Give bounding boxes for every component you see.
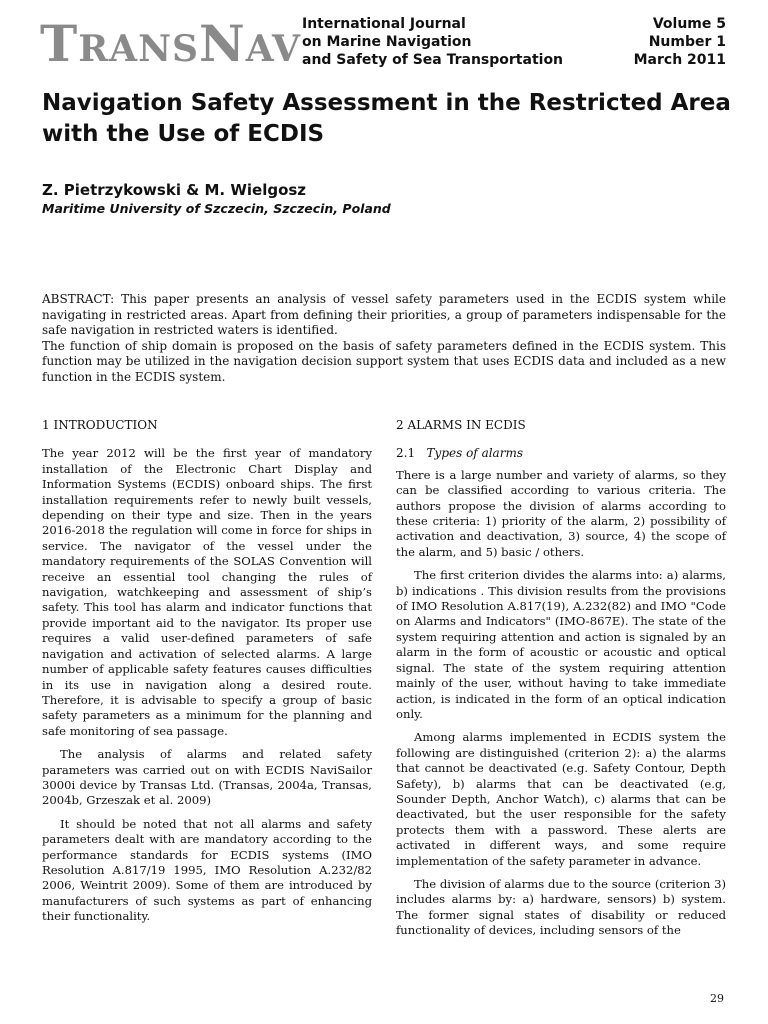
subsection-title: Types of alarms — [426, 446, 523, 461]
alarms-paragraph-3: Among alarms implemented in ECDIS system the following are distinguished (criterion 2): a) the alarms that cannot be deactivated (e.g. Safety Contour, Depth Safety), b) alarms that can be deactivated (e.g, Sounder Depth, Anchor Watch), c) alarms that can be deactivated, but the user responsible for the safety protects them with a password. These alerts are activated in different ways, and some require implementation of the safety parameter in advance. — [396, 730, 726, 868]
alarms-paragraph-2: The first criterion divides the alarms into: a) alarms, b) indications . This division results from the provisions of IMO Resolution A.817(19), A.232(82) and IMO "Code on Alarms and Indicators" (IMO-867E). The state of the system requiring attention and action is signaled by an alarm in the form of acoustic or acoustic and optical signal. The state of the system requiring attention mainly of the user, without having to take immediate action, is indicated in the form of an optical indication only. — [396, 568, 726, 721]
intro-paragraph-2: The analysis of alarms and related safety parameters was carried out on with ECDIS NaviSailor 3000i device by Transas Ltd. (Transas, 2004a, Transas, 2004b, Grzeszak et al. 2009) — [42, 747, 372, 808]
section-heading-introduction: 1 INTRODUCTION — [42, 418, 158, 432]
journal-name — [302, 15, 563, 69]
journal-name-line-1: International Journal — [302, 16, 466, 32]
abstract — [42, 292, 726, 385]
date-label: March 2011 — [633, 52, 726, 68]
section-heading-alarms: 2 ALARMS IN ECDIS — [396, 418, 526, 432]
alarms-paragraph-4: The division of alarms due to the source (criterion 3) includes alarms by: a) hardware, sensors) b) system. The former signal states of disability or reduced functionality of devices, including sensors of the — [396, 876, 726, 938]
journal-name-line-3: and Safety of Sea Transportation — [302, 52, 564, 68]
journal-name-line-2: on Marine Navigation — [302, 34, 472, 50]
right-column — [396, 418, 726, 947]
left-column — [42, 418, 372, 933]
paper-title: Navigation Safety Assessment in the Restricted Area with the Use of ECDIS — [42, 90, 731, 147]
abstract-paragraph-2: The function of ship domain is proposed on the basis of safety parameters defined in the ECDIS system. This function may be utilized in the navigation decision support system that uses ECDIS data and included as a new function in the ECDIS system. — [42, 338, 726, 384]
issue-info — [634, 15, 726, 69]
alarms-paragraph-1: There is a large number and variety of alarms, so they can be classified according to various criteria. The authors propose the division of alarms according to these criteria: 1) priority of the alarm, 2) possibility of activation and deactivation, 3) source, 4) the scope of the alarm, and 5) basic / others. — [396, 467, 726, 559]
paper-authors: Z. Pietrzykowski & M. Wielgosz — [42, 181, 307, 199]
subsection-number: 2.1 — [396, 446, 416, 461]
page-number: 29 — [710, 992, 724, 1005]
author-affiliation: Maritime University of Szczecin, Szczecin, Poland — [42, 201, 391, 216]
intro-paragraph-3: It should be noted that not all alarms and safety parameters dealt with are mandatory according to the performance standards for ECDIS systems (IMO Resolution A.817/19 1995, IMO Resolution A.232/82 2006, Weintrit 2009). Some of them are introduced by manufacturers of such systems as part of enhancing their functionality. — [42, 816, 372, 924]
number-label: Number 1 — [648, 34, 726, 50]
journal-logo: TRANSNAV — [40, 14, 301, 73]
subsection-heading-types — [396, 446, 726, 461]
volume-label: Volume 5 — [652, 16, 726, 32]
intro-paragraph-1: The year 2012 will be the first year of mandatory installation of the Electronic Chart Display and Information Systems (ECDIS) onboard ships. The first installation requirements refer to newly built vessels, depending on their type and size. Then in the years 2016-2018 the regulation will come in force for ships in service. The navigator of the vessel under the mandatory requirements of the SOLAS Convention will receive an essential tool changing the rules of navigation, watchkeeping and assessment of ship’s safety. This tool has alarm and indicator functions that provide important aid to the navigator. Its proper use requires a valid user-defined parameters of safe navigation and activation of selected alarms. A large number of applicable safety features causes difficulties in its use in navigation along a desired route. Therefore, it is advisable to specify a group of basic safety parameters as a minimum for the planning and safe monitoring of sea passage. — [42, 446, 372, 738]
abstract-paragraph-1: ABSTRACT: This paper presents an analysis of vessel safety parameters used in the ECDIS system while navigating in restricted areas. Apart from defining their priorities, a group of parameters indispensable for the safe navigation in restricted waters is identified. — [42, 292, 726, 337]
